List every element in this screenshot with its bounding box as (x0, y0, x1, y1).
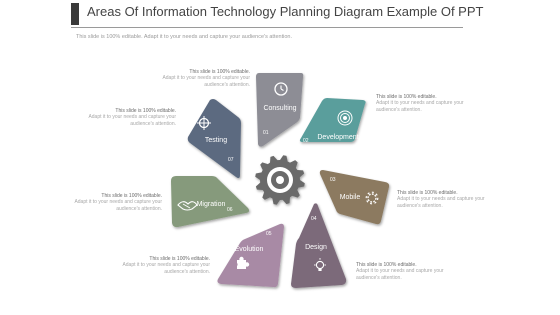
segment-evolution (217, 224, 284, 287)
segment-label: Migration (196, 201, 226, 208)
gear-hole (276, 176, 284, 184)
segment-label: Design (305, 244, 327, 251)
segment-mobile (320, 170, 389, 224)
description-testing: This slide is 100% editable. Adapt it to your needs and capture your audience's attention. (88, 108, 176, 127)
segment-number: 05 (266, 231, 272, 237)
segment-label: Consulting (263, 105, 297, 112)
segment-consulting (256, 73, 303, 147)
segment-development (300, 98, 366, 144)
page-title: Areas Of Information Technology Planning Diagram Example Of PPT (87, 4, 484, 19)
page-subtitle: This slide is 100% editable. Adapt it to your needs and capture your audience's attention. (76, 34, 292, 40)
segment-number: 01 (263, 130, 269, 136)
segment-label: Evolution (234, 246, 264, 253)
segment-migration (171, 176, 249, 227)
segment-label: Development (317, 134, 359, 141)
segment-design (291, 203, 346, 288)
segment-number: 06 (227, 207, 233, 213)
description-mobile: This slide is 100% editable. Adapt it to your needs and capture your audience's attention. (397, 190, 485, 209)
description-evolution: This slide is 100% editable. Adapt it to your needs and capture your audience's attention. (122, 256, 210, 275)
center-gear-icon (255, 155, 305, 205)
segment-number: 04 (311, 216, 317, 222)
segment-shape (217, 224, 284, 287)
description-design: This slide is 100% editable. Adapt it to your needs and capture your audience's attention. (356, 262, 444, 281)
segment-number: 07 (228, 157, 234, 163)
segment-testing (188, 99, 241, 178)
target-icon (338, 111, 352, 125)
description-migration: This slide is 100% editable. Adapt it to your needs and capture your audience's attention. (74, 193, 162, 212)
segment-number: 03 (330, 177, 336, 183)
segment-number: 02 (303, 138, 309, 144)
segment-label: Testing (204, 137, 228, 144)
description-development: This slide is 100% editable. Adapt it to your needs and capture your audience's attention. (376, 94, 464, 113)
segment-label: Mobile (339, 194, 361, 201)
description-consulting: This slide is 100% editable. Adapt it to your needs and capture your audience's attention. (162, 69, 250, 88)
